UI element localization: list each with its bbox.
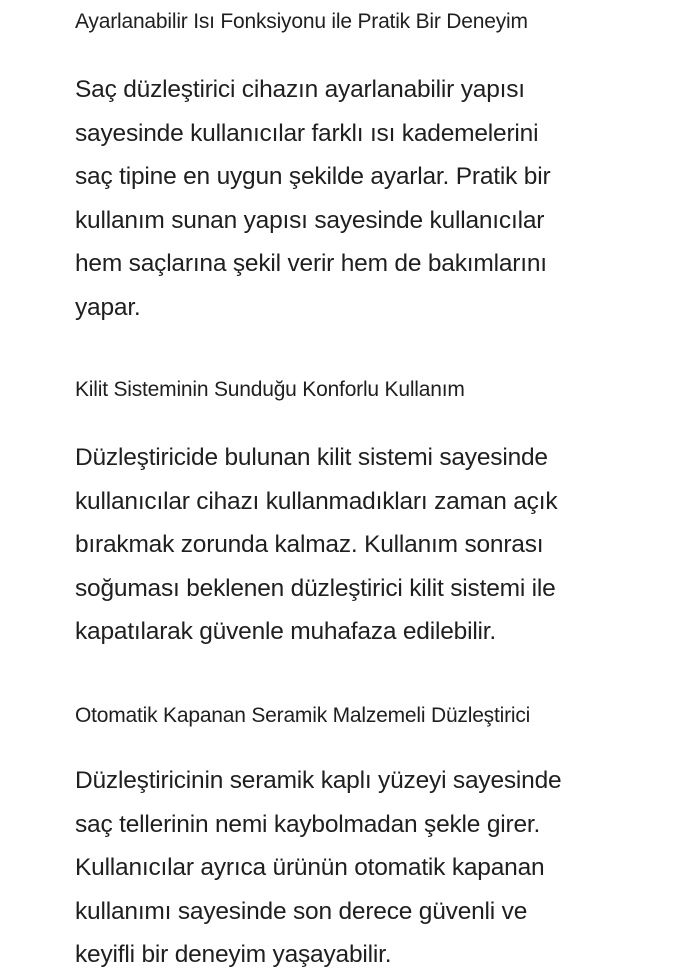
section-heading-lock-system: Kilit Sisteminin Sunduğu Konforlu Kullanım	[75, 378, 465, 401]
section-body-adjustable-heat	[75, 68, 675, 329]
body-line: Saç düzleştirici cihazın ayarlanabilir yapısı	[75, 76, 525, 103]
body-line: hem saçlarına şekil verir hem de bakımlarını	[75, 250, 547, 277]
body-line: yapar.	[75, 293, 141, 321]
body-line: kapatılarak güvenle muhafaza edilebilir.	[75, 618, 497, 645]
section-body-lock-system	[75, 436, 675, 654]
body-line: kullanım sunan yapısı sayesinde kullanıcılar	[75, 206, 545, 234]
body-line: kullanımı sayesinde son derece güvenli ve	[75, 897, 528, 925]
section-heading-adjustable-heat: Ayarlanabilir Isı Fonksiyonu ile Pratik Bir Deneyim	[75, 10, 528, 33]
body-line: sayesinde kullanıcılar farklı ısı kademelerini	[75, 119, 539, 147]
section-body-auto-off-ceramic	[75, 759, 675, 977]
body-line: bırakmak zorunda kalmaz. Kullanım sonrası	[75, 531, 544, 558]
body-line: soğuması beklenen düzleştirici kilit sistemi ile	[75, 574, 556, 602]
body-line: kullanıcılar cihazı kullanmadıkları zaman açık	[75, 487, 558, 515]
body-line: saç tipine en uygun şekilde ayarlar. Pratik bir	[75, 163, 551, 190]
body-line: keyifli bir deneyim yaşayabilir.	[75, 941, 392, 968]
body-line: Düzleştiricide bulunan kilit sistemi sayesinde	[75, 444, 548, 471]
section-heading-auto-off-ceramic: Otomatik Kapanan Seramik Malzemeli Düzleştirici	[75, 704, 531, 727]
body-line: Kullanıcılar ayrıca ürünün otomatik kapanan	[75, 854, 545, 881]
body-line: Düzleştiricinin seramik kaplı yüzeyi sayesinde	[75, 767, 562, 794]
body-line: saç tellerinin nemi kaybolmadan şekle girer.	[75, 810, 541, 838]
